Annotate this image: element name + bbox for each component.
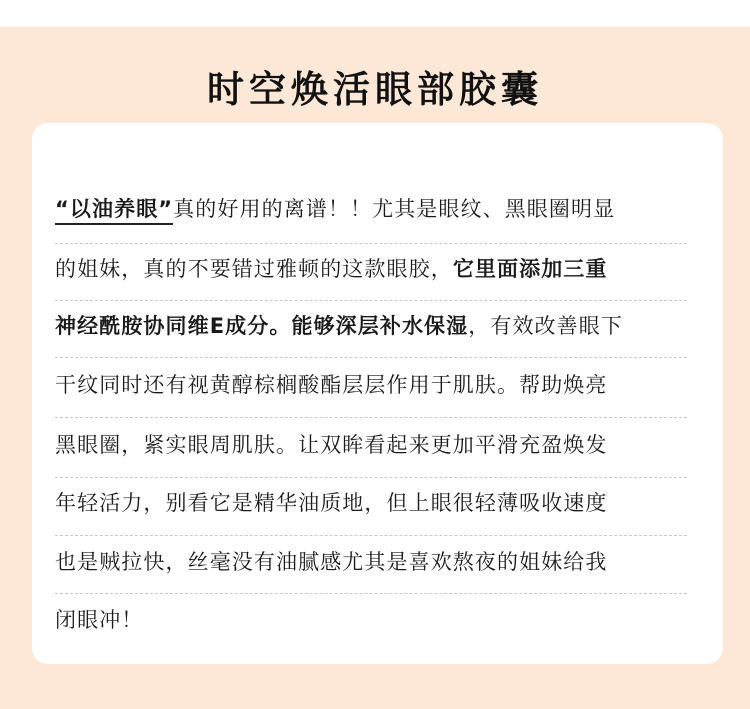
dashed-divider [55, 300, 687, 301]
highlight-quote: “以油养眼” [55, 197, 173, 225]
dashed-divider [55, 417, 687, 418]
text-card [32, 123, 723, 664]
text-line-1 [55, 193, 687, 223]
text-segment: ，有效改善眼下 [468, 314, 623, 338]
text-line-3 [55, 310, 687, 340]
text-line-4: 干纹同时还有视黄醇棕榈酸酯层层作用于肌肤。帮助焕亮 [55, 373, 608, 397]
dashed-divider [55, 243, 687, 244]
text-segment: 的姐妹，真的不要错过雅顿的这款眼胶， [55, 257, 453, 281]
text-line-7: 也是贼拉快，丝毫没有油腻感尤其是喜欢熬夜的姐妹给我 [55, 550, 608, 574]
bold-text-segment: 神经酰胺协同维E成分。能够深层补水保湿 [55, 314, 469, 338]
page-title: 时空焕活眼部胶囊 [207, 68, 543, 111]
text-line-6: 年轻活力，别看它是精华油质地，但上眼很轻薄吸收速度 [55, 491, 608, 515]
bold-text-segment: 它里面添加三重 [452, 257, 608, 281]
text-line-8: 闭眼冲！ [55, 608, 144, 632]
text-segment: 真的好用的离谱！！尤其是眼纹、黑眼圈明显 [173, 197, 616, 221]
text-line-5: 黑眼圈，紧实眼周肌肤。让双眸看起来更加平滑充盈焕发 [55, 433, 608, 457]
dashed-divider [55, 477, 687, 478]
dashed-divider [55, 593, 687, 594]
dashed-divider [55, 357, 687, 358]
text-line-2 [55, 253, 687, 283]
dashed-divider [55, 535, 687, 536]
page-background [0, 27, 750, 709]
